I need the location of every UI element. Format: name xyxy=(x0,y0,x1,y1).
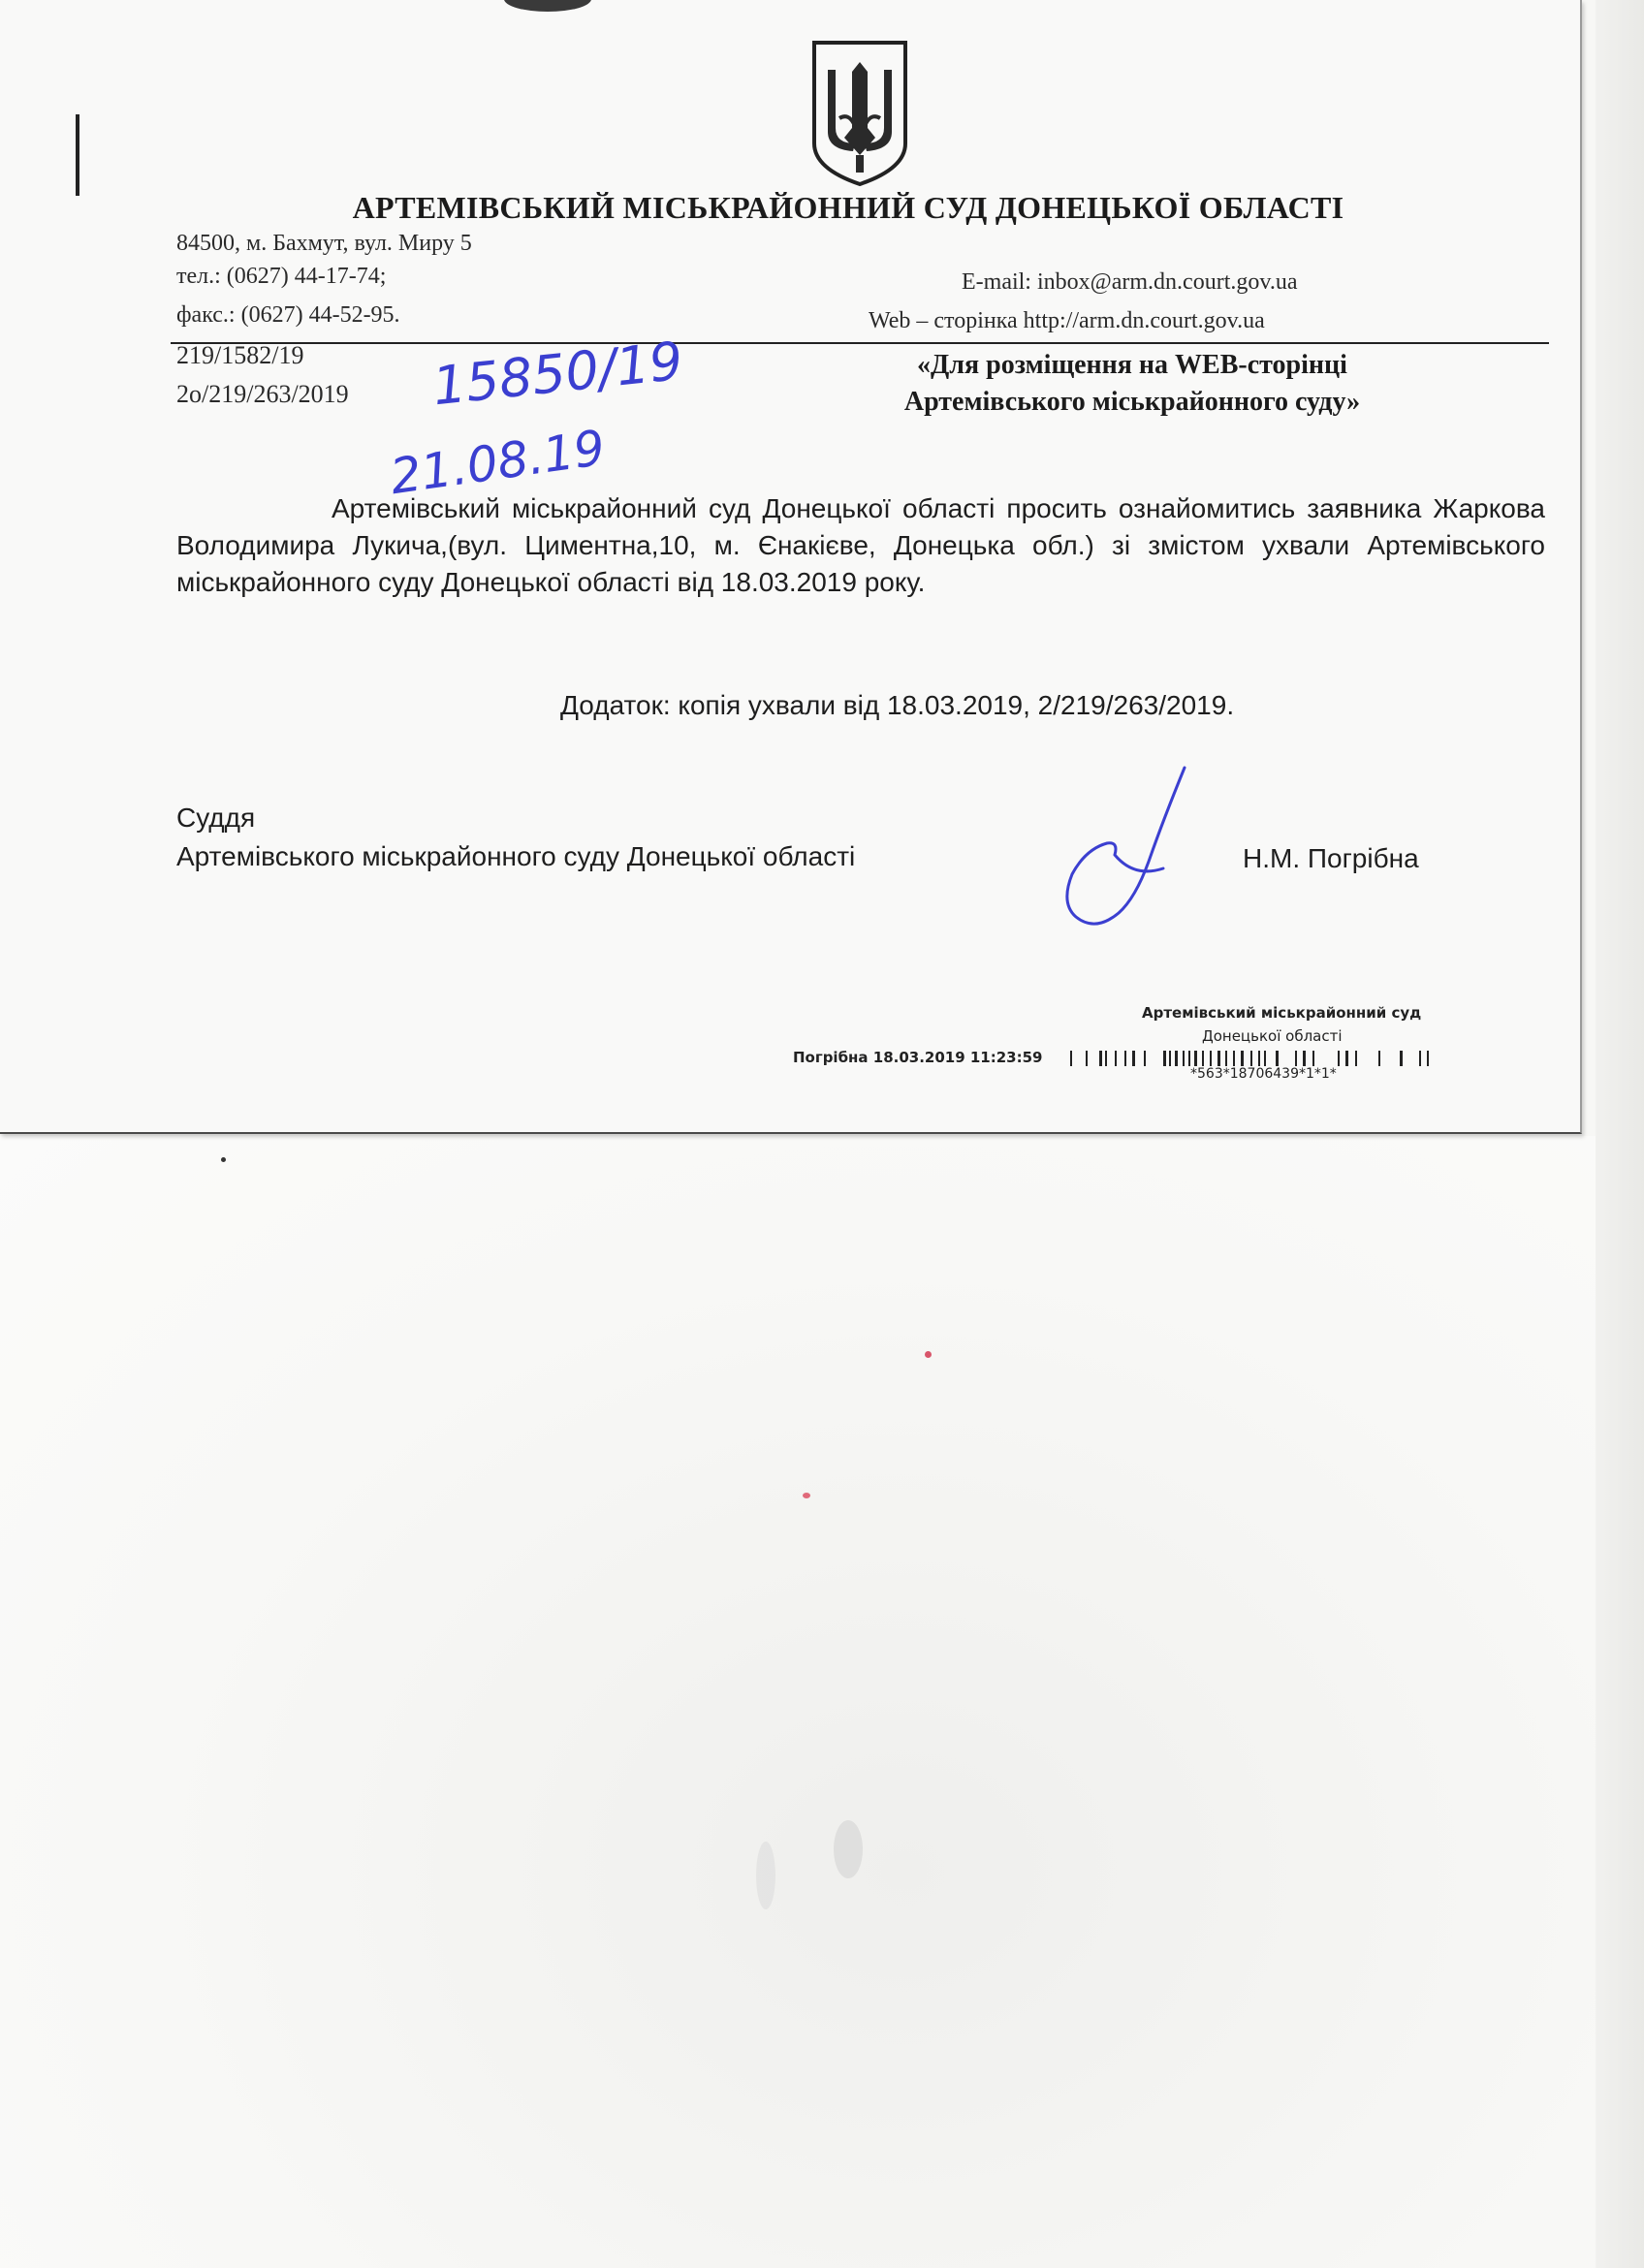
header-divider xyxy=(171,342,1549,344)
body-paragraph: Артемівський міськрайонний суд Донецької області просить ознайомитись заявника Жаркова Володимира Лукича,(вул. Циментна,10, м. Єнакієве, Донецька обл.) зі змістом ухвали Артемівського міськрайонного суду Донецької області від 18.03.2019 року. xyxy=(176,493,1545,597)
note-line-1: «Для розміщення на WEB-сторінці xyxy=(917,350,1347,380)
e-stamp-signed: Погрібна 18.03.2019 11:23:59 xyxy=(793,1049,1043,1066)
signer-court: Артемівського міськрайонного суду Донецької області xyxy=(176,841,856,871)
web-publication-note xyxy=(861,347,1404,421)
signer-name: Н.М. Погрібна xyxy=(1243,843,1419,873)
barcode-text: *563*18706439*1*1* xyxy=(1190,1066,1337,1082)
trident-coat-of-arms-icon xyxy=(806,35,913,188)
handwritten-incoming-number: 15850/19 xyxy=(429,330,686,418)
signer-block xyxy=(176,799,855,876)
scan-smudge xyxy=(756,1842,775,1909)
scan-smudge xyxy=(504,0,591,12)
letter-body xyxy=(176,490,1545,601)
proceeding-number: 2о/219/263/2019 xyxy=(176,380,349,408)
note-line-2: Артемівського міськрайонного суду» xyxy=(903,387,1361,417)
court-email: E-mail: inbox@arm.dn.court.gov.ua xyxy=(962,269,1298,295)
handwritten-signature-icon xyxy=(1057,762,1192,936)
scan-speck xyxy=(925,1351,932,1358)
court-fax: факс.: (0627) 44-52-95. xyxy=(176,302,400,328)
case-number: 219/1582/19 xyxy=(176,341,304,369)
scan-speck xyxy=(803,1493,810,1498)
letter-sheet xyxy=(0,0,1582,1134)
court-web: Web – сторінка http://arm.dn.court.gov.ua xyxy=(869,308,1265,333)
handwritten-date: 21.08.19 xyxy=(387,419,609,506)
signer-title: Суддя xyxy=(176,803,256,833)
attachment-line: Додаток: копія ухвали від 18.03.2019, 2/219/263/2019. xyxy=(560,690,1235,720)
court-title: АРТЕМІВСЬКИЙ МІСЬКРАЙОННИЙ СУД ДОНЕЦЬКОЇ ОБЛАСТІ xyxy=(352,190,1344,225)
scan-background xyxy=(0,1136,1644,2268)
scan-mark xyxy=(76,114,79,196)
court-address: 84500, м. Бахмут, вул. Миру 5 xyxy=(176,231,472,256)
scan-speck xyxy=(221,1157,226,1162)
e-stamp-region: Донецької області xyxy=(1202,1027,1343,1045)
scan-smudge xyxy=(834,1820,863,1878)
court-phone: тел.: (0627) 44-17-74; xyxy=(176,264,387,289)
scan-edge xyxy=(1596,0,1644,2268)
e-stamp-court: Артемівський міськрайонний суд xyxy=(1142,1004,1422,1022)
